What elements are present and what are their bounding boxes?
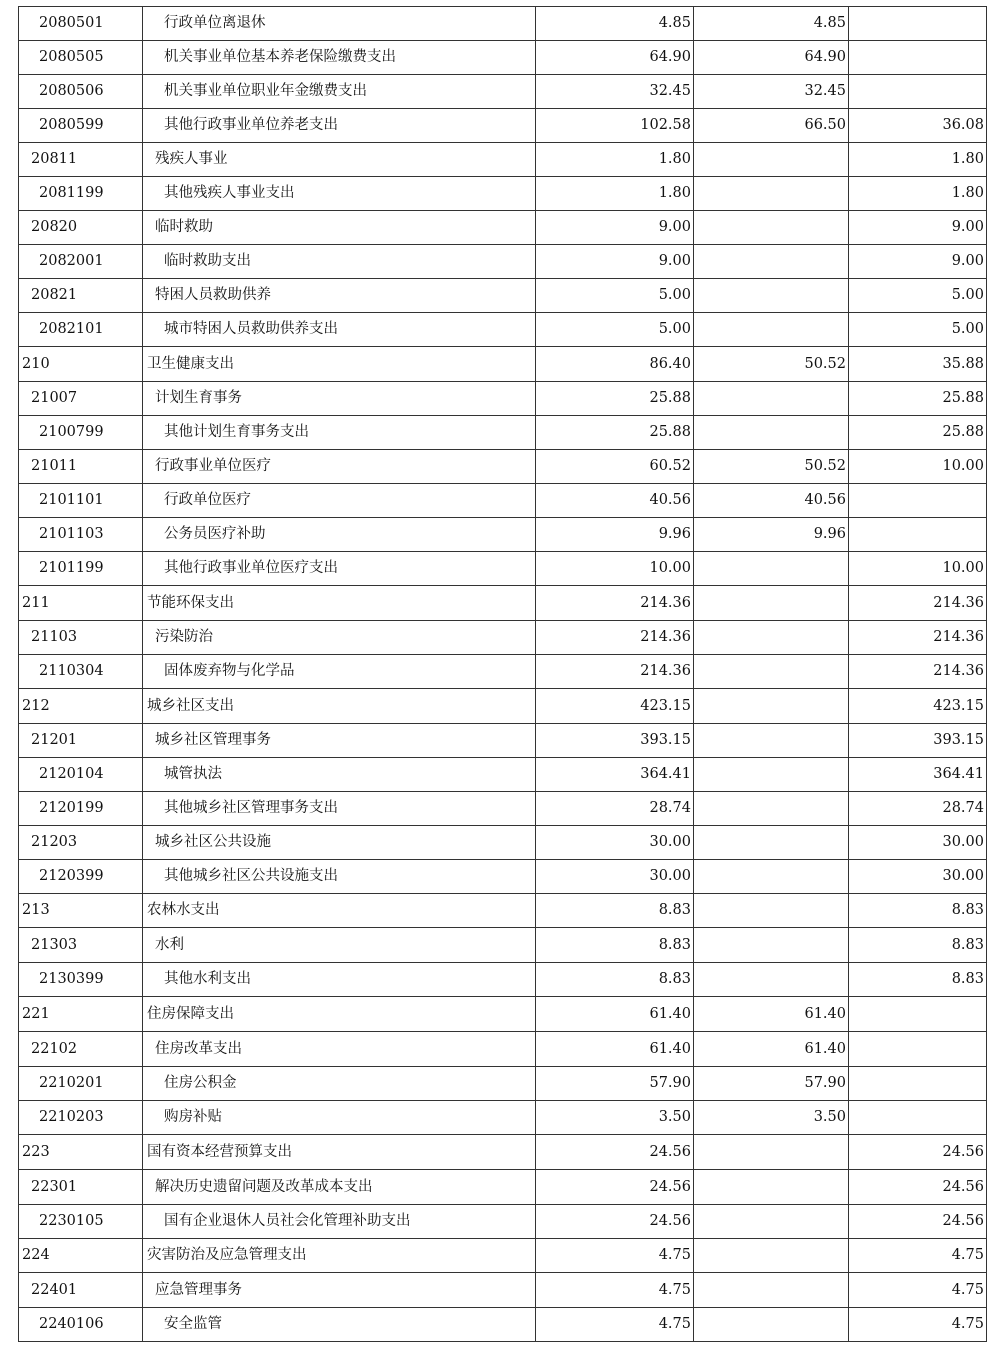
basic-expenditure-cell: 40.56	[694, 484, 849, 518]
table-row	[19, 143, 987, 177]
subject-name-cell: 购房补贴	[143, 1101, 536, 1135]
table-row	[19, 518, 987, 552]
basic-expenditure-cell: 64.90	[694, 41, 849, 75]
project-expenditure-cell: 5.00	[849, 313, 987, 347]
basic-expenditure-cell: 61.40	[694, 1032, 849, 1067]
basic-expenditure-cell: 9.96	[694, 518, 849, 552]
basic-expenditure-cell	[694, 1135, 849, 1170]
basic-expenditure-cell: 66.50	[694, 109, 849, 143]
table-row	[19, 245, 987, 279]
subject-name-cell: 节能环保支出	[143, 586, 536, 621]
subject-code-cell: 213	[19, 894, 143, 928]
subject-name-cell: 水利	[143, 928, 536, 963]
subject-code-cell: 2080506	[19, 75, 143, 109]
project-expenditure-cell: 1.80	[849, 177, 987, 211]
total-amount-cell: 61.40	[536, 997, 694, 1032]
basic-expenditure-cell	[694, 689, 849, 724]
project-expenditure-cell: 364.41	[849, 758, 987, 792]
basic-expenditure-cell: 4.85	[694, 7, 849, 41]
total-amount-cell: 8.83	[536, 894, 694, 928]
total-amount-cell: 9.00	[536, 245, 694, 279]
subject-code-cell: 2120199	[19, 792, 143, 826]
subject-code-cell: 212	[19, 689, 143, 724]
project-expenditure-cell	[849, 7, 987, 41]
subject-code-cell: 221	[19, 997, 143, 1032]
table-row	[19, 1135, 987, 1170]
table-row	[19, 7, 987, 41]
subject-name-cell: 机关事业单位基本养老保险缴费支出	[143, 41, 536, 75]
subject-name-cell: 住房公积金	[143, 1067, 536, 1101]
subject-name-cell: 其他行政事业单位养老支出	[143, 109, 536, 143]
table-row	[19, 894, 987, 928]
subject-name-cell: 行政单位离退休	[143, 7, 536, 41]
subject-code-cell: 2110304	[19, 655, 143, 689]
basic-expenditure-cell	[694, 860, 849, 894]
project-expenditure-cell: 25.88	[849, 416, 987, 450]
project-expenditure-cell: 35.88	[849, 347, 987, 382]
subject-name-cell: 行政单位医疗	[143, 484, 536, 518]
subject-code-cell: 2082101	[19, 313, 143, 347]
total-amount-cell: 4.75	[536, 1239, 694, 1273]
total-amount-cell: 102.58	[536, 109, 694, 143]
project-expenditure-cell: 25.88	[849, 382, 987, 416]
total-amount-cell: 3.50	[536, 1101, 694, 1135]
total-amount-cell: 1.80	[536, 143, 694, 177]
basic-expenditure-cell	[694, 928, 849, 963]
table-row	[19, 724, 987, 758]
total-amount-cell: 214.36	[536, 655, 694, 689]
basic-expenditure-cell	[694, 1273, 849, 1308]
subject-code-cell: 2082001	[19, 245, 143, 279]
subject-name-cell: 公务员医疗补助	[143, 518, 536, 552]
subject-name-cell: 城管执法	[143, 758, 536, 792]
subject-name-cell: 其他行政事业单位医疗支出	[143, 552, 536, 586]
table-row	[19, 689, 987, 724]
subject-name-cell: 灾害防治及应急管理支出	[143, 1239, 536, 1273]
project-expenditure-cell	[849, 75, 987, 109]
table-body	[19, 7, 987, 1342]
project-expenditure-cell: 393.15	[849, 724, 987, 758]
subject-code-cell: 2240106	[19, 1308, 143, 1342]
subject-name-cell: 住房保障支出	[143, 997, 536, 1032]
total-amount-cell: 28.74	[536, 792, 694, 826]
subject-name-cell: 安全监管	[143, 1308, 536, 1342]
basic-expenditure-cell: 50.52	[694, 450, 849, 484]
project-expenditure-cell	[849, 1067, 987, 1101]
subject-code-cell: 2120104	[19, 758, 143, 792]
subject-name-cell: 固体废弃物与化学品	[143, 655, 536, 689]
table-row	[19, 826, 987, 860]
project-expenditure-cell: 214.36	[849, 586, 987, 621]
project-expenditure-cell: 214.36	[849, 621, 987, 655]
subject-name-cell: 应急管理事务	[143, 1273, 536, 1308]
subject-code-cell: 21303	[19, 928, 143, 963]
subject-name-cell: 计划生育事务	[143, 382, 536, 416]
table-row	[19, 997, 987, 1032]
project-expenditure-cell: 9.00	[849, 211, 987, 245]
total-amount-cell: 4.75	[536, 1273, 694, 1308]
basic-expenditure-cell	[694, 1170, 849, 1205]
subject-code-cell: 2130399	[19, 963, 143, 997]
project-expenditure-cell: 4.75	[849, 1273, 987, 1308]
table-row	[19, 655, 987, 689]
table-row	[19, 963, 987, 997]
total-amount-cell: 9.96	[536, 518, 694, 552]
total-amount-cell: 214.36	[536, 586, 694, 621]
subject-code-cell: 21103	[19, 621, 143, 655]
subject-name-cell: 临时救助	[143, 211, 536, 245]
total-amount-cell: 24.56	[536, 1135, 694, 1170]
table-row	[19, 1205, 987, 1239]
project-expenditure-cell: 30.00	[849, 860, 987, 894]
total-amount-cell: 24.56	[536, 1170, 694, 1205]
basic-expenditure-cell	[694, 552, 849, 586]
project-expenditure-cell: 8.83	[849, 963, 987, 997]
subject-code-cell: 20820	[19, 211, 143, 245]
subject-code-cell: 20821	[19, 279, 143, 313]
table-row	[19, 382, 987, 416]
subject-code-cell: 2101101	[19, 484, 143, 518]
subject-code-cell: 2101103	[19, 518, 143, 552]
total-amount-cell: 423.15	[536, 689, 694, 724]
basic-expenditure-cell	[694, 245, 849, 279]
subject-code-cell: 21011	[19, 450, 143, 484]
subject-code-cell: 2210203	[19, 1101, 143, 1135]
table-row	[19, 347, 987, 382]
table-row	[19, 1308, 987, 1342]
table-row	[19, 416, 987, 450]
total-amount-cell: 60.52	[536, 450, 694, 484]
total-amount-cell: 24.56	[536, 1205, 694, 1239]
subject-name-cell: 特困人员救助供养	[143, 279, 536, 313]
subject-code-cell: 22401	[19, 1273, 143, 1308]
table-row	[19, 1170, 987, 1205]
total-amount-cell: 64.90	[536, 41, 694, 75]
project-expenditure-cell	[849, 484, 987, 518]
project-expenditure-cell: 423.15	[849, 689, 987, 724]
table-row	[19, 1273, 987, 1308]
total-amount-cell: 1.80	[536, 177, 694, 211]
total-amount-cell: 30.00	[536, 860, 694, 894]
table-row	[19, 1239, 987, 1273]
subject-name-cell: 城乡社区管理事务	[143, 724, 536, 758]
basic-expenditure-cell	[694, 758, 849, 792]
total-amount-cell: 5.00	[536, 279, 694, 313]
total-amount-cell: 364.41	[536, 758, 694, 792]
table-row	[19, 211, 987, 245]
table-row	[19, 1032, 987, 1067]
subject-code-cell: 2120399	[19, 860, 143, 894]
basic-expenditure-cell	[694, 177, 849, 211]
table-row	[19, 860, 987, 894]
table-row	[19, 484, 987, 518]
project-expenditure-cell: 5.00	[849, 279, 987, 313]
subject-code-cell: 224	[19, 1239, 143, 1273]
table-row	[19, 586, 987, 621]
subject-name-cell: 残疾人事业	[143, 143, 536, 177]
total-amount-cell: 25.88	[536, 416, 694, 450]
total-amount-cell: 40.56	[536, 484, 694, 518]
table-row	[19, 41, 987, 75]
subject-code-cell: 211	[19, 586, 143, 621]
basic-expenditure-cell	[694, 963, 849, 997]
basic-expenditure-cell	[694, 894, 849, 928]
basic-expenditure-cell	[694, 211, 849, 245]
total-amount-cell: 61.40	[536, 1032, 694, 1067]
table-row	[19, 1067, 987, 1101]
total-amount-cell: 30.00	[536, 826, 694, 860]
subject-code-cell: 210	[19, 347, 143, 382]
total-amount-cell: 25.88	[536, 382, 694, 416]
subject-name-cell: 其他水利支出	[143, 963, 536, 997]
table-row	[19, 758, 987, 792]
subject-code-cell: 22301	[19, 1170, 143, 1205]
subject-code-cell: 22102	[19, 1032, 143, 1067]
project-expenditure-cell: 1.80	[849, 143, 987, 177]
subject-code-cell: 2101199	[19, 552, 143, 586]
basic-expenditure-cell: 50.52	[694, 347, 849, 382]
subject-name-cell: 其他计划生育事务支出	[143, 416, 536, 450]
total-amount-cell: 57.90	[536, 1067, 694, 1101]
subject-name-cell: 解决历史遗留问题及改革成本支出	[143, 1170, 536, 1205]
subject-name-cell: 国有资本经营预算支出	[143, 1135, 536, 1170]
basic-expenditure-cell	[694, 313, 849, 347]
subject-name-cell: 住房改革支出	[143, 1032, 536, 1067]
basic-expenditure-cell	[694, 1308, 849, 1342]
total-amount-cell: 9.00	[536, 211, 694, 245]
basic-expenditure-cell	[694, 586, 849, 621]
table-row	[19, 450, 987, 484]
project-expenditure-cell	[849, 41, 987, 75]
project-expenditure-cell: 30.00	[849, 826, 987, 860]
subject-code-cell: 2080501	[19, 7, 143, 41]
project-expenditure-cell	[849, 518, 987, 552]
project-expenditure-cell: 9.00	[849, 245, 987, 279]
total-amount-cell: 8.83	[536, 963, 694, 997]
subject-name-cell: 卫生健康支出	[143, 347, 536, 382]
subject-name-cell: 其他残疾人事业支出	[143, 177, 536, 211]
subject-code-cell: 2210201	[19, 1067, 143, 1101]
project-expenditure-cell: 214.36	[849, 655, 987, 689]
budget-expenditure-table	[18, 6, 987, 1342]
subject-name-cell: 机关事业单位职业年金缴费支出	[143, 75, 536, 109]
project-expenditure-cell	[849, 997, 987, 1032]
basic-expenditure-cell	[694, 724, 849, 758]
subject-name-cell: 其他城乡社区公共设施支出	[143, 860, 536, 894]
subject-name-cell: 城乡社区支出	[143, 689, 536, 724]
basic-expenditure-cell	[694, 279, 849, 313]
subject-code-cell: 2080599	[19, 109, 143, 143]
subject-name-cell: 污染防治	[143, 621, 536, 655]
project-expenditure-cell: 8.83	[849, 894, 987, 928]
total-amount-cell: 4.75	[536, 1308, 694, 1342]
table-row	[19, 109, 987, 143]
subject-name-cell: 临时救助支出	[143, 245, 536, 279]
basic-expenditure-cell	[694, 416, 849, 450]
basic-expenditure-cell	[694, 792, 849, 826]
basic-expenditure-cell	[694, 1205, 849, 1239]
project-expenditure-cell	[849, 1032, 987, 1067]
basic-expenditure-cell	[694, 826, 849, 860]
subject-name-cell: 城市特困人员救助供养支出	[143, 313, 536, 347]
total-amount-cell: 86.40	[536, 347, 694, 382]
subject-name-cell: 其他城乡社区管理事务支出	[143, 792, 536, 826]
project-expenditure-cell: 10.00	[849, 552, 987, 586]
subject-name-cell: 国有企业退休人员社会化管理补助支出	[143, 1205, 536, 1239]
basic-expenditure-cell: 32.45	[694, 75, 849, 109]
table-row	[19, 313, 987, 347]
basic-expenditure-cell	[694, 143, 849, 177]
project-expenditure-cell: 24.56	[849, 1205, 987, 1239]
subject-code-cell: 2081199	[19, 177, 143, 211]
table-row	[19, 621, 987, 655]
basic-expenditure-cell	[694, 621, 849, 655]
total-amount-cell: 393.15	[536, 724, 694, 758]
subject-name-cell: 行政事业单位医疗	[143, 450, 536, 484]
basic-expenditure-cell: 3.50	[694, 1101, 849, 1135]
table-row	[19, 1101, 987, 1135]
table-row	[19, 792, 987, 826]
project-expenditure-cell: 28.74	[849, 792, 987, 826]
table-row	[19, 75, 987, 109]
total-amount-cell: 214.36	[536, 621, 694, 655]
project-expenditure-cell: 36.08	[849, 109, 987, 143]
basic-expenditure-cell	[694, 1239, 849, 1273]
total-amount-cell: 5.00	[536, 313, 694, 347]
project-expenditure-cell: 8.83	[849, 928, 987, 963]
subject-name-cell: 城乡社区公共设施	[143, 826, 536, 860]
subject-code-cell: 2100799	[19, 416, 143, 450]
subject-code-cell: 223	[19, 1135, 143, 1170]
subject-code-cell: 2080505	[19, 41, 143, 75]
table-row	[19, 279, 987, 313]
project-expenditure-cell	[849, 1101, 987, 1135]
subject-code-cell: 21007	[19, 382, 143, 416]
table-row	[19, 177, 987, 211]
total-amount-cell: 10.00	[536, 552, 694, 586]
basic-expenditure-cell	[694, 655, 849, 689]
table-row	[19, 552, 987, 586]
project-expenditure-cell: 24.56	[849, 1170, 987, 1205]
total-amount-cell: 32.45	[536, 75, 694, 109]
subject-code-cell: 21203	[19, 826, 143, 860]
basic-expenditure-cell: 61.40	[694, 997, 849, 1032]
subject-code-cell: 20811	[19, 143, 143, 177]
total-amount-cell: 4.85	[536, 7, 694, 41]
total-amount-cell: 8.83	[536, 928, 694, 963]
project-expenditure-cell: 24.56	[849, 1135, 987, 1170]
subject-code-cell: 21201	[19, 724, 143, 758]
subject-name-cell: 农林水支出	[143, 894, 536, 928]
project-expenditure-cell: 4.75	[849, 1239, 987, 1273]
subject-code-cell: 2230105	[19, 1205, 143, 1239]
table-row	[19, 928, 987, 963]
basic-expenditure-cell	[694, 382, 849, 416]
basic-expenditure-cell: 57.90	[694, 1067, 849, 1101]
project-expenditure-cell: 4.75	[849, 1308, 987, 1342]
project-expenditure-cell: 10.00	[849, 450, 987, 484]
